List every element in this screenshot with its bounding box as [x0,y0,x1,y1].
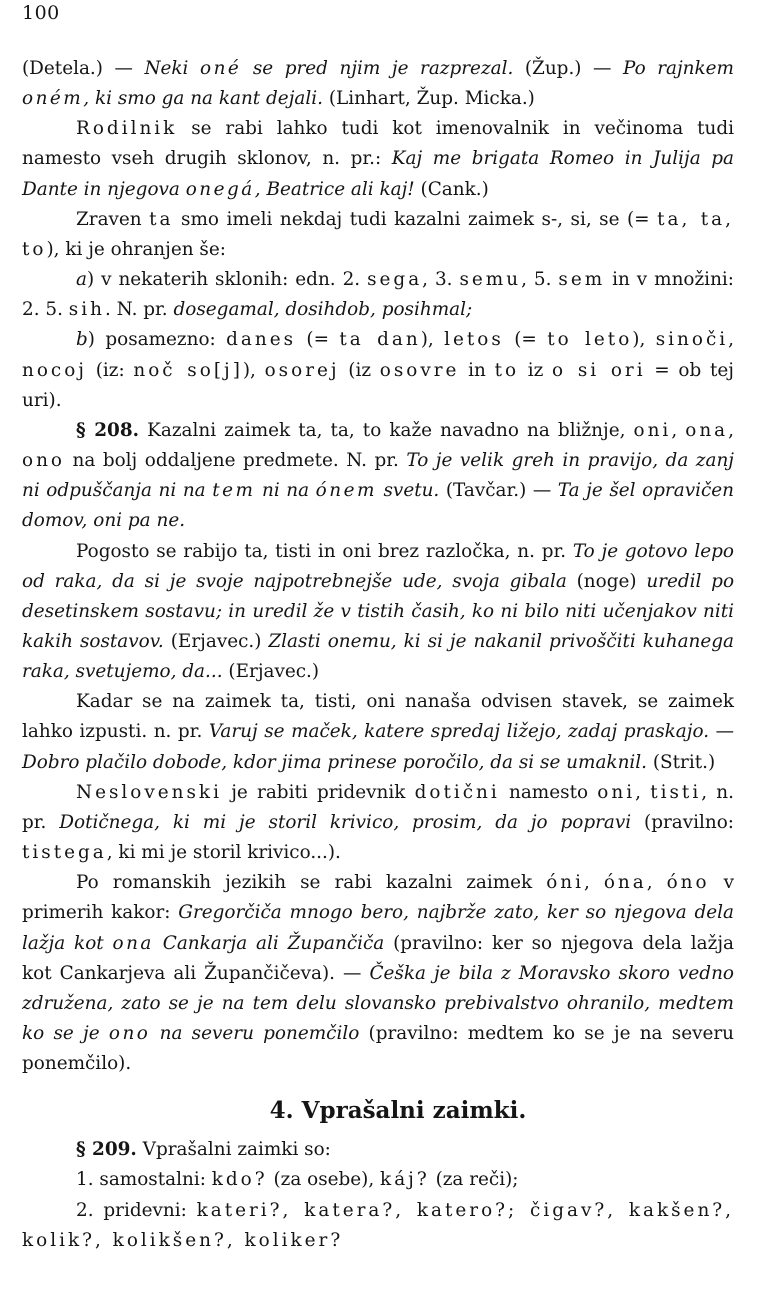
example-text: Cankarja ali Župančiča [153,932,385,954]
spaced-term: sinoči [655,329,729,351]
text-run: (iz [339,359,380,381]
text-run: , [646,872,667,894]
text-run: ) posamezno: [87,329,227,351]
paragraph-kadar [22,687,734,777]
text-run: (Strit.) [647,751,716,773]
spaced-word: tem [212,480,256,502]
page-body [22,54,734,1256]
spaced-word: ono [108,1023,151,1044]
paragraph-section-209 [22,1135,734,1165]
text-run: (= [503,329,548,351]
text-run: (Linhart, Žup. Micka.) [322,88,535,110]
list-item-b [22,325,734,415]
text-run: 2. pridevni: [76,1199,197,1221]
example-text: Dotičnega, ki mi je storil krivico, prosim, da jo popravi [59,811,632,833]
text-run: in v množini: 2. 5. [22,269,734,321]
text-run: Pogosto se rabijo ta, tisti in oni brez razločka, n. pr. [76,540,573,562]
text-run: , [671,419,686,441]
text-run: (pravilno: [631,811,735,833]
text-run: , [728,419,734,441]
text-run: (za reči); [429,1169,519,1191]
text-run: (iz: [87,359,134,381]
list-item-2 [22,1196,734,1256]
spaced-term: tisti [650,781,702,803]
text-run: (pravilno: medtem ko se je na severu ponemčilo). [22,1023,734,1075]
example-text: , Beatrice ali kaj! [254,178,415,200]
spaced-term: óna [603,872,647,894]
text-run: na bolj oddaljene predmete. N. pr. [65,450,407,472]
paragraph-neslovenski [22,778,734,868]
example-text: ni na [255,480,316,502]
paragraph-zraven [22,205,734,265]
text-run: (noge) [566,570,647,592]
example-text: Neki [144,58,200,79]
paragraph-rodilnik [22,114,734,204]
example-text: , ki smo ga na kant dejali. [83,88,323,110]
list-marker: b [76,329,88,351]
section-number: § 209. [76,1139,137,1161]
spaced-word: ona [112,932,154,954]
text-run: Vprašalni zaimki so: [136,1139,331,1161]
spaced-term: ona [685,419,729,441]
spaced-word: ónem [315,480,377,502]
text-run: namesto [499,781,598,803]
text-run: (Cank.) [414,178,489,200]
example-text: na severu ponemčilo [150,1023,360,1044]
text-run: , 5. [521,269,559,291]
spaced-term: tistega [22,842,107,864]
page-number: 100 [22,2,60,24]
example-text: To je gotovo lepo od raka, da si je svoje najpotrebnejše ude, svoja gibala [22,540,734,592]
text-run: (Erjavec.) [222,661,320,683]
list-marker: a [76,269,87,291]
text-run: ), [242,359,265,381]
list-item-a [22,265,734,325]
spaced-term: óno [666,872,710,894]
text-run: ), ki je ohranjen še: [46,238,226,260]
text-run: je rabiti pridevnik [221,781,415,803]
text-run: ), [420,329,445,351]
spaced-term: o si ori [552,359,646,381]
text-run: — [709,721,734,743]
text-run: = ob tej uri). [22,359,734,411]
spaced-term: kdo? [211,1169,268,1191]
spaced-term: ono [22,450,65,472]
text-run: ), [632,329,656,351]
text-run: (Erjavec.) [163,630,269,652]
text-run: Kadar se na zaimek ta, tisti, oni nanaša odvisen stavek, se zaimek lahko izpusti. n. pr. [22,691,734,743]
example-text: Ta je šel opravičen domov, oni pa ne. [22,480,734,532]
spaced-term: to leto [547,329,633,351]
spaced-term: osovre [379,359,460,381]
example-text: Gregorčiča mnogo bero, najbrže zato, ker so njegova dela lažja kot [22,902,734,954]
text-run: (Tavčar.) — [439,480,558,502]
spaced-term: káj? [380,1169,430,1191]
spaced-term: letos [444,329,504,351]
text-run: (= [296,329,340,351]
spaced-word: oné [200,58,242,79]
spaced-term: Rodilnik [76,118,178,140]
text-run: Kazalni zaimek ta, ta, to kaže navadno na bližnje, [139,419,634,441]
example-text: Dobro plačilo dobode, kdor jima prinese poročilo, da si se umaknil. [22,751,648,773]
spaced-term: kateri?, katera?, katero?; čigav?, kakšen?, kolik?, kolikšen?, koliker? [22,1199,734,1251]
example-text: svetu. [376,480,440,502]
example-text: Češka je bila z Moravsko skoro vedno združena, zato se je na tem delu slovansko prebivalstvo ohranilo, medtem ko se je [22,962,734,1044]
paragraph-pogosto [22,537,734,688]
text-run: iz [519,359,553,381]
example-text: Po rajnkem [622,58,734,79]
example-text: se pred njim je razprezal. [241,58,514,79]
text-run: , ki mi je storil krivico...). [106,842,341,864]
paragraph-detela-quote [22,54,734,114]
example-text: Varuj se maček, katere spredaj ližejo, zadaj praskajo. [208,721,710,743]
text-run: (pravilno: ker so njegova dela lažja kot Cankarjeva ali Župančičeva). — [22,932,734,984]
paragraph-section-208 [22,416,734,537]
text-run: (za osebe), [267,1169,381,1191]
spaced-term: ta [149,208,174,230]
text-run: in [459,359,495,381]
example-text: dosegamal, dosihdob, posihmal; [173,299,473,321]
spaced-term: to [494,359,520,381]
spaced-term: sem [558,269,606,291]
spaced-term: sega [367,269,423,291]
text-run: . N. pr. [104,299,174,321]
text-run: (Žup.) — [513,58,623,79]
spaced-term: semu [459,269,522,291]
paragraph-romanskih [22,868,734,1079]
example-text: Kaj me brigata Romeo in Julija pa Dante in njegova [22,148,734,200]
example-text: To je velik greh in pravijo, da zanj ni odpuščanja ni na [22,450,734,502]
text-run: Zraven [76,208,150,230]
spaced-term: óni [546,872,585,894]
text-run: , [584,872,604,894]
spaced-term: noč so[j] [133,359,243,381]
spaced-term: Neslovenski [76,781,222,803]
text-run: , [635,781,651,803]
spaced-term: nocoj [22,359,87,381]
text-run: smo imeli nekdaj tudi kazalni zaimek s-, si, se (= [173,208,658,230]
text-run: (Detela.) — [22,58,145,79]
text-run: , n. pr. [22,781,734,833]
example-text: Zlasti onemu, ki si je nakanil privoščiti kuhanega raka, svetujemo, da... [22,630,735,683]
spaced-term: sih [68,299,105,321]
list-item-1 [22,1165,734,1195]
spaced-term: oni [633,419,672,441]
text-run: 1. samostalni: [76,1169,212,1191]
text-run: , [728,329,734,351]
spaced-term: danes [226,329,297,351]
text-run: v primerih kakor: [22,872,734,924]
spaced-word: onegá [185,178,255,200]
section-number: § 208. [76,419,140,441]
section-heading: 4. Vprašalni zaimki. [269,1097,527,1125]
text-run: ) v nekaterih sklonih: edn. 2. [86,269,368,291]
spaced-term: oni [597,781,636,803]
spaced-term: osorej [264,359,340,381]
spaced-term: ta, ta, to [22,208,734,260]
text-run: , 3. [422,269,460,291]
example-text: uredil po desetinskem sostavu; in uredil že v tistih časih, ko ni bilo niti učenjakov niti kakih sostavov. [22,570,735,652]
text-run: Po romanskih jezikih se rabi kazalni zaimek [76,872,547,894]
spaced-term: ta dan [339,329,421,351]
spaced-term: dotični [414,781,500,803]
spaced-word: oném [22,88,84,110]
book-page [22,0,734,1291]
text-run: se rabi lahko tudi kot imenovalnik in večinoma tudi namesto vseh drugih sklonov, n. pr.: [22,118,734,170]
